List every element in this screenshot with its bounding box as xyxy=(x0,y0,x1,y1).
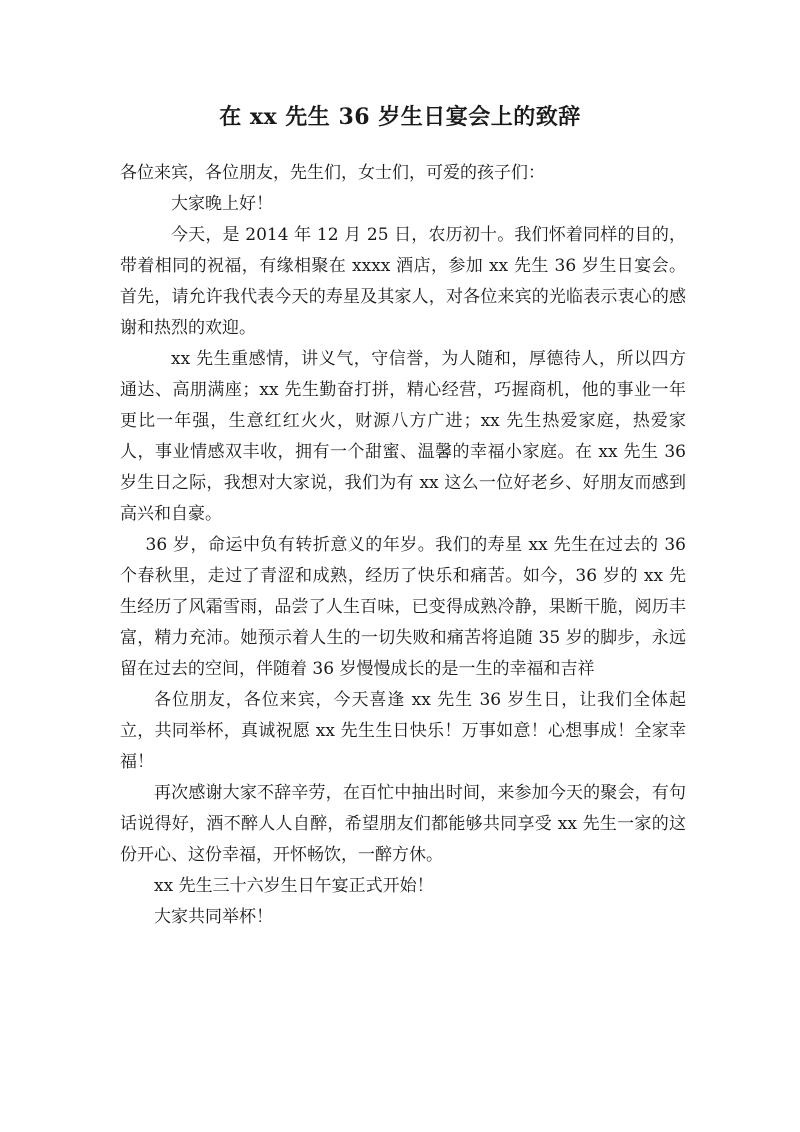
thanks-paragraph: 再次感谢大家不辞辛劳，在百忙中抽出时间，来参加今天的聚会，有句话说得好，酒不醉人人自醉，希望朋友们都能够共同享受 xx 先生一家的这份开心、这份幸福，开怀畅饮，一醉方休。 xyxy=(120,783,686,865)
document-title: 在 xx 先生 36 岁生日宴会上的致辞 xyxy=(219,104,581,130)
praise-paragraph: xx 先生重感情，讲义气，守信誉，为人随和，厚德待人，所以四方通达、高朋满座；xx 先生勤奋打拼，精心经营，巧握商机，他的事业一年更比一年强，生意红红火火，财源八方广进；xx 先生热爱家庭，热爱家人，事业情感双丰收，拥有一个甜蜜、温馨的幸福小家庭。在 xx 先生 36 岁生日之际，我想对大家说，我们为有 xx 这么一位好老乡、好朋友而感到高兴和自豪。 xyxy=(120,349,686,524)
greeting-paragraph: 大家晚上好！ xyxy=(171,194,273,214)
age-reflection-paragraph: 36 岁，命运中负有转折意义的年岁。我们的寿星 xx 先生在过去的 36 个春秋里，走过了青涩和成熟，经历了快乐和痛苦。如今，36 岁的 xx 先生经历了风霜雪雨，品尝了人生百味，已变得成熟冷静，果断干脆，阅历丰富，精力充沛。她预示着人生的一切失败和痛苦将追随 35 岁的脚步，永远留在过去的空间，伴随着 36 岁慢慢成长的是一生的幸福和吉祥 xyxy=(120,535,686,679)
salutation-paragraph: 各位来宾，各位朋友，先生们，女士们，可爱的孩子们： xyxy=(120,163,545,183)
document-body xyxy=(120,158,686,933)
banquet-start-paragraph: xx 先生三十六岁生日午宴正式开始！ xyxy=(154,876,434,896)
intro-paragraph: 今天，是 2014 年 12 月 25 日，农历初十。我们怀着同样的目的，带着相同的祝福，有缘相聚在 xxxx 酒店，参加 xx 先生 36 岁生日宴会。首先，请允许我代表今天的寿星及其家人，对各位来宾的光临表示衷心的感谢和热烈的欢迎。 xyxy=(120,225,686,338)
toast-paragraph: 各位朋友，各位来宾，今天喜逢 xx 先生 36 岁生日，让我们全体起立，共同举杯，真诚祝愿 xx 先生生日快乐！万事如意！心想事成！全家幸福！ xyxy=(120,690,686,772)
closing-paragraph: 大家共同举杯！ xyxy=(154,907,273,927)
